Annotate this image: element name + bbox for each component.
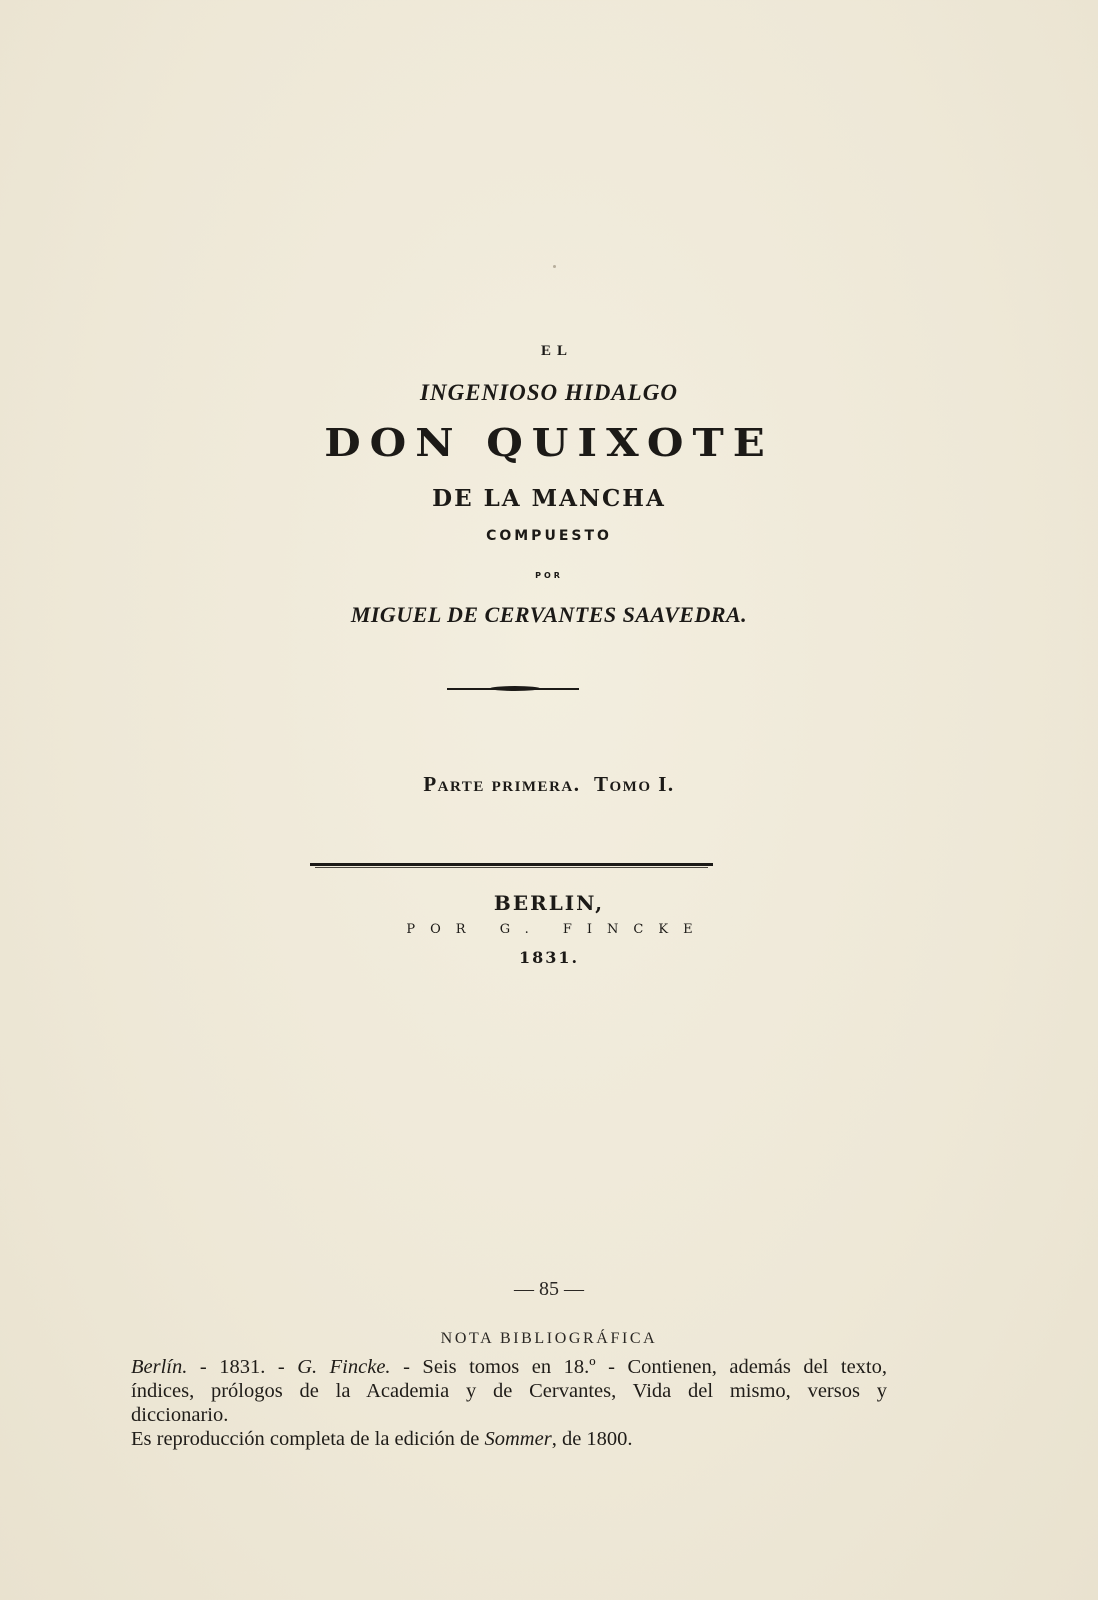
nota-sommer: Sommer <box>484 1428 552 1450</box>
nota-year: 1831. <box>219 1356 266 1378</box>
title-author: MIGUEL DE CERVANTES SAAVEDRA. <box>350 602 748 627</box>
nota-line4-start: Es reproducción completa de la edición de <box>131 1428 485 1450</box>
nota-line-2: índices, prólogos de la Academia y de Cervantes, Vida del mismo, versos y <box>131 1380 887 1402</box>
title-compuesto: COMPUESTO <box>486 528 612 544</box>
nota-printer: G. Fincke. <box>297 1356 391 1378</box>
nota-line1-rest: - Seis tomos en 18.º - Contienen, además del texto, <box>390 1356 888 1378</box>
nota-line-3: diccionario. <box>131 1404 229 1426</box>
parte-text: Parte primera. <box>423 772 581 796</box>
title-por: POR <box>535 571 563 580</box>
nota-line4-end: , de 1800. <box>551 1428 633 1450</box>
imprint-city: BERLIN, <box>493 891 605 915</box>
imprint-rule-thin <box>315 867 708 868</box>
ink-speck <box>553 265 556 268</box>
nota-heading: NOTA BIBLIOGRÁFICA <box>440 1330 658 1347</box>
nota-sep: - <box>265 1356 298 1378</box>
title-main: DON QUIXOTE <box>324 419 774 466</box>
ornamental-rule-center <box>490 686 540 691</box>
tomo-text: Tomo I. <box>593 772 675 796</box>
imprint-printer: POR G. FINCKE <box>406 922 708 937</box>
nota-line-4 <box>131 1427 887 1451</box>
page-number: — 85 — <box>514 1278 584 1300</box>
nota-city: Berlín. <box>131 1356 188 1378</box>
imprint-rule <box>310 863 713 866</box>
title-ingenioso: INGENIOSO HIDALGO <box>420 380 678 405</box>
nota-line-1 <box>131 1355 887 1379</box>
title-mancha: DE LA MANCHA <box>432 485 666 512</box>
imprint-year: 1831. <box>518 948 580 967</box>
title-article: EL <box>540 343 573 359</box>
volume-line <box>0 772 1098 797</box>
nota-sep: - <box>187 1356 220 1378</box>
nota-body <box>131 1355 887 1451</box>
